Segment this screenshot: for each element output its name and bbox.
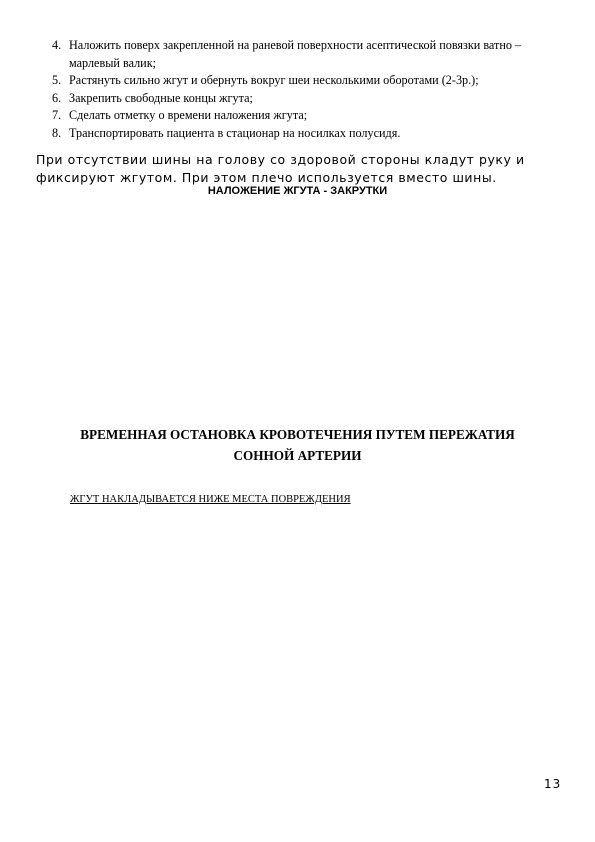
carotid-heading xyxy=(40,424,555,466)
list-item xyxy=(52,125,552,143)
list-item-number: 8. xyxy=(52,125,62,140)
list-item-number: 7. xyxy=(52,108,62,123)
list-item xyxy=(52,37,552,72)
list-item-text: Сделать отметку о времени наложения жгута; xyxy=(69,108,308,123)
page-number: 13 xyxy=(544,777,562,791)
list-item-text: Закрепить свободные концы жгута; xyxy=(69,90,253,105)
tourniquet-note: ЖГУТ НАКЛАДЫВАЕТСЯ НИЖЕ МЕСТА ПОВРЕЖДЕНИЯ xyxy=(70,494,351,505)
carotid-heading-line1: ВРЕМЕННАЯ ОСТАНОВКА КРОВОТЕЧЕНИЯ ПУТЕМ ПЕРЕЖАТИЯ xyxy=(80,427,515,442)
instruction-paragraph: При отсутствии шины на голову со здоровой стороны кладут руку и фиксируют жгутом. При этом плечо используется вместо шины. xyxy=(36,152,525,185)
list-item xyxy=(52,72,552,90)
list-item-number: 5. xyxy=(52,73,62,88)
list-item-number: 6. xyxy=(52,90,62,105)
list-item-text: Наложить поверх закрепленной на раневой поверхности асептической повязки ватно – марлевый валик; xyxy=(69,38,522,70)
list-item-text: Транспортировать пациента в стационар на носилках полусидя. xyxy=(69,125,401,140)
tourniquet-heading: НАЛОЖЕНИЕ ЖГУТА - ЗАКРУТКИ xyxy=(207,185,388,197)
carotid-heading-line2: СОННОЙ АРТЕРИИ xyxy=(233,448,362,463)
list-item xyxy=(52,90,552,108)
list-item-number: 4. xyxy=(52,38,62,52)
numbered-steps-list xyxy=(52,37,552,143)
list-item-text: Растянуть сильно жгут и обернуть вокруг шеи несколькими оборотами (2-3р.); xyxy=(69,73,479,88)
list-item xyxy=(52,107,552,125)
